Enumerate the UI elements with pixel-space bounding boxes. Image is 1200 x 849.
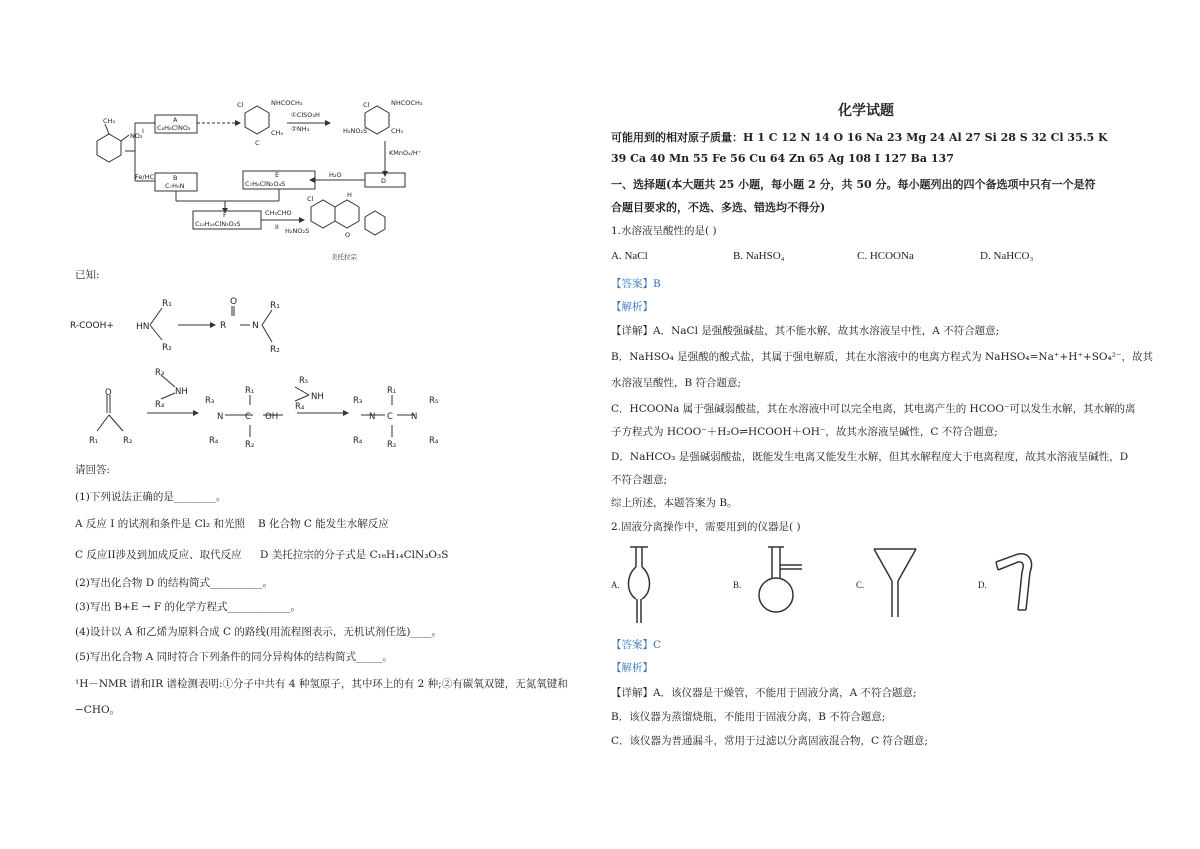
section-1-heading: 一、选择题(本大题共 25 小题，每小题 2 分，共 50 分。每小题列出的四个备选项中只有一个是符: [611, 178, 1096, 191]
compound-C-label: C: [255, 139, 260, 147]
r1b-label: R₁: [270, 301, 280, 311]
question-5: (5)写出化合物 A 同时符合下列条件的同分异构体的结构简式_____。: [75, 651, 393, 663]
question-5-condition-1: ¹H－NMR 谱和IR 谱检测表明:①分子中共有 4 种氢原子，其中环上的有 2 种;②有碳氧双键，无氮氧键和: [75, 678, 568, 690]
scheme-nhcoch3-1: NHCOCH₃: [271, 99, 303, 107]
q1-option-a: A. NaCl: [611, 250, 648, 262]
r2-r2c: R₂: [387, 440, 397, 450]
question-3: (3)写出 B+E → F 的化学方程式____________。: [75, 601, 301, 613]
r2-r3: R₃: [155, 368, 165, 378]
r2-label: R₂: [162, 343, 172, 353]
sulfonamide-ring: [365, 106, 389, 134]
scheme-cl-2: Cl: [363, 101, 370, 109]
o-label: O: [230, 297, 238, 307]
r2-r2: R₂: [123, 436, 133, 446]
label-fehcl: Fe/HCl: [135, 173, 156, 181]
r2-nh2: NH: [311, 392, 324, 402]
scheme-h2no2s-2: H₂NO₂S: [285, 227, 310, 235]
r-label: R: [220, 321, 227, 331]
q2-stem: 2.固液分离操作中，需要用到的仪器是( ): [611, 521, 801, 533]
label-kmno4: KMnO₄/H⁺: [389, 149, 422, 157]
question-1-option-a: A 反应 I 的试剂和条件是 Cl₂ 和光照: [75, 518, 246, 530]
box-E-label: E: [275, 171, 280, 179]
question-5-condition-2: −CHO。: [75, 704, 121, 716]
scheme-cl-1: Cl: [237, 101, 244, 109]
q2-detail-1: 【详解】A．该仪器是干燥管，不能用于固液分离，A 不符合题意;: [611, 687, 917, 699]
r2-nh: NH: [175, 387, 188, 397]
q1-option-b: B. NaHSO₄: [733, 250, 785, 262]
r2-c: C: [245, 412, 251, 422]
q1-detail-3: 水溶液呈酸性，B 符合题意;: [611, 377, 742, 389]
r2-r3b: R₃: [205, 396, 215, 406]
q1-summary: 综上所述，本题答案为 B。: [611, 497, 738, 509]
r2-n: N: [217, 412, 224, 422]
q2-option-c: C.: [856, 580, 865, 590]
q1-detail-6: D．NaHCO₃ 是强碱弱酸盐，既能发生电离又能发生水解，但其水解程度大于电离程度，故其水溶液呈碱性，D: [611, 451, 1129, 463]
q1-analysis-label: 【解析】: [611, 301, 653, 313]
r2-r6: R₄: [295, 402, 305, 412]
questions-intro: 请回答:: [75, 464, 111, 476]
q1-detail-5: 子方程式为 HCOO⁻＋H₂O⇌HCOOH＋OH⁻，故其水溶液呈碱性，C 不符合题意;: [611, 426, 998, 438]
rcooh-label: R-COOH+: [70, 321, 114, 331]
box-F-formula: C₁₅H₁₆ClN₃O₃S: [195, 220, 241, 228]
question-1-option-b: B 化合物 C 能发生水解反应: [258, 518, 389, 530]
box-A-formula: C₈H₈ClNO₂: [157, 124, 191, 132]
nitrotoluene-ring: [97, 134, 121, 162]
label-II: II: [275, 223, 279, 231]
q2-option-b: B.: [733, 580, 742, 590]
r2-r5b: R₅: [429, 396, 439, 406]
funnel-icon: [874, 549, 916, 617]
atomic-masses-line-2: 39 Ca 40 Mn 55 Fe 56 Cu 64 Zn 65 Ag 108 I 127 Ba 137: [611, 152, 954, 165]
box-A-label: A: [173, 116, 178, 124]
compound-C-ring: [245, 106, 269, 134]
product-ring-3: [365, 211, 385, 235]
q1-stem: 1.水溶液呈酸性的是( ): [611, 225, 717, 237]
r2-r4c: R₄: [353, 436, 363, 446]
scheme-cl-3: Cl: [307, 195, 314, 203]
question-4: (4)设计以 A 和乙烯为原料合成 C 的路线(用流程图表示，无机试剂任选)____。: [75, 626, 443, 638]
scheme-ch3-2: CH₃: [271, 129, 284, 137]
r2-oh: OH: [265, 412, 279, 422]
question-1-option-c: C 反应II涉及到加成反应、取代反应: [75, 549, 242, 561]
q2-answer: 【答案】C: [611, 639, 662, 651]
q2-analysis-label: 【解析】: [611, 662, 653, 674]
q1-detail-4: C．HCOONa 属于强碱弱酸盐，其在水溶液中可以完全电离，其电离产生的 HCOO⁻可以发生水解，其水解的离: [611, 403, 1136, 415]
r2-r1b: R₁: [245, 386, 255, 396]
scheme-h2no2s-1: H₂NO₂S: [343, 127, 368, 135]
scheme-nhcoch3-2: NHCOCH₃: [391, 99, 423, 107]
q1-answer: 【答案】B: [611, 278, 661, 290]
product-ring-1: [311, 200, 335, 228]
box-F-label: F: [223, 211, 227, 219]
label-nh3: ②NH₃: [291, 125, 310, 133]
r2-c2: C: [387, 412, 393, 422]
hn-label: HN: [136, 322, 150, 332]
scheme-meituo-label: 美托拉宗: [331, 253, 357, 261]
box-B-label: B: [173, 174, 178, 182]
distilling-flask-icon: [759, 547, 802, 612]
r2-r2b: R₂: [245, 440, 255, 450]
scheme-h: H: [347, 191, 352, 199]
q1-option-c: C. HCOONa: [857, 250, 914, 262]
q2-option-a: A.: [611, 580, 620, 590]
r2-r4b: R₄: [209, 436, 219, 446]
label-ch3cho: CH₃CHO: [265, 209, 292, 217]
q2-detail-3: C．该仪器为普通漏斗，常用于过滤以分离固液混合物，C 符合题意;: [611, 735, 928, 747]
q1-detail-1: 【详解】A．NaCl 是强酸强碱盐，其不能水解，故其水溶液呈中性，A 不符合题意;: [611, 325, 1000, 337]
r2-r4: R₄: [155, 400, 165, 410]
question-1-option-d: D 美托拉宗的分子式是 C₁₆H₁₄ClN₃O₃S: [260, 549, 449, 561]
label-I: I: [142, 127, 144, 135]
synthesis-scheme: [75, 93, 435, 263]
box-E-formula: C₇H₈ClN₂O₄S: [245, 180, 286, 188]
box-B-formula: C₇H₉N: [165, 182, 185, 190]
atomic-masses-line-1: 可能用到的相对原子质量：H 1 C 12 N 14 O 16 Na 23 Mg 24 Al 27 Si 28 S 32 Cl 35.5 K: [611, 131, 1108, 144]
bent-tube-icon: [996, 554, 1032, 610]
page-title: 化学试题: [838, 103, 894, 119]
q1-detail-2: B．NaHSO₄ 是强酸的酸式盐，其属于强电解质，其在水溶液中的电离方程式为 NaHSO₄=Na⁺+H⁺+SO₄²⁻，故其: [611, 351, 1153, 363]
product-ring-2: [335, 200, 359, 228]
scheme-o: O: [345, 231, 351, 239]
known-label: 已知:: [75, 269, 100, 281]
section-1-heading-cont: 合题目要求的，不选、多选、错选均不得分): [611, 201, 826, 214]
question-2: (2)写出化合物 D 的结构简式__________。: [75, 577, 273, 589]
drying-tube-icon: [620, 545, 660, 625]
r2-r4d: R₄: [429, 436, 439, 446]
r2-r5: R₅: [299, 376, 309, 386]
box-D-label: D: [381, 177, 387, 185]
label-h2o: H₂O: [329, 171, 342, 179]
r2b-label: R₂: [270, 345, 280, 355]
question-1: (1)下列说法正确的是________。: [75, 491, 227, 503]
known-reaction-1: [70, 290, 300, 360]
q2-option-d: D.: [978, 580, 987, 590]
r2-r3c: R₃: [353, 396, 363, 406]
r2-r1: R₁: [89, 436, 99, 446]
q1-detail-7: 不符合题意;: [611, 474, 668, 486]
r2-n3: N: [411, 412, 418, 422]
r2-r1c: R₁: [387, 386, 397, 396]
scheme-ch3: CH₃: [103, 117, 116, 125]
label-clso3h: ①ClSO₃H: [291, 111, 320, 119]
known-reaction-2: [85, 365, 455, 450]
scheme-no2: NO₂: [130, 132, 143, 140]
r2-o: O: [105, 388, 112, 398]
scheme-ch3-3: CH₃: [391, 127, 404, 135]
q2-detail-2: B．该仪器为蒸馏烧瓶，不能用于固液分离，B 不符合题意;: [611, 711, 886, 723]
n-label: N: [252, 321, 259, 331]
r2-n2: N: [369, 412, 376, 422]
r1-label: R₁: [162, 299, 172, 309]
q1-option-d: D. NaHCO₃: [980, 250, 1034, 262]
